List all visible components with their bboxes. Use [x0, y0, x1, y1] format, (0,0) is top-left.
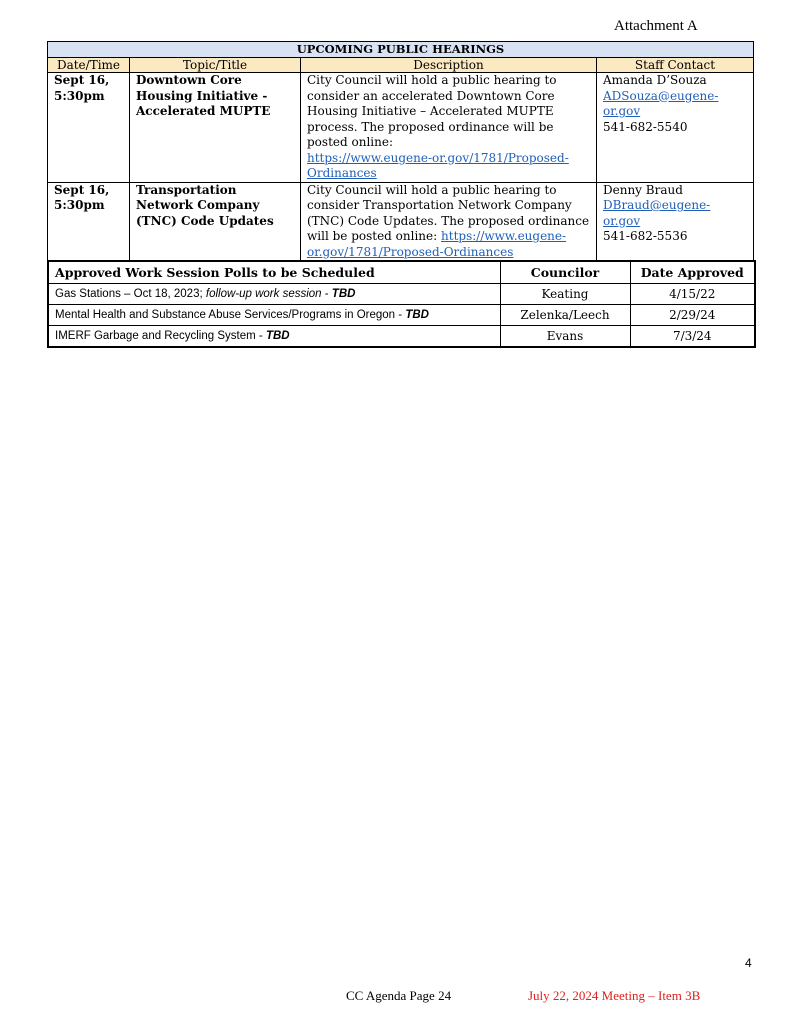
- poll-councilor: Evans: [500, 326, 630, 348]
- attachment-label: Attachment A: [614, 18, 698, 34]
- hearing-date: Sept 16, 5:30pm: [48, 182, 130, 261]
- staff-contact: [597, 182, 754, 261]
- table-row: [48, 305, 755, 326]
- hearing-description: City Council will hold a public hearing to consider Transportation Network Company (TNC) Code Updates. The proposed ordinance will be posted online: https://www.eugene-or.gov/1781/Proposed-Ordinances: [301, 182, 597, 261]
- poll-date: 2/29/24: [630, 305, 755, 326]
- contact-email-link[interactable]: DBraud@eugene-or.gov: [603, 198, 711, 228]
- poll-item: Gas Stations – Oct 18, 2023; follow-up work session - TBD: [48, 284, 500, 305]
- poll-date: 7/3/24: [630, 326, 755, 348]
- polls-header-item: Approved Work Session Polls to be Scheduled: [48, 261, 500, 284]
- column-header-description: Description: [301, 58, 597, 73]
- proposed-ordinances-link[interactable]: https://www.eugene-or.gov/1781/Proposed-Ordinances: [307, 150, 569, 180]
- contact-email-link[interactable]: ADSouza@eugene-or.gov: [603, 88, 719, 118]
- poll-item: IMERF Garbage and Recycling System - TBD: [48, 326, 500, 348]
- column-header-contact: Staff Contact: [597, 58, 754, 73]
- staff-contact: [597, 73, 754, 183]
- poll-item: Mental Health and Substance Abuse Services/Programs in Oregon - TBD: [48, 305, 500, 326]
- footer-meeting-item: July 22, 2024 Meeting – Item 3B: [528, 988, 701, 1003]
- page-number: 4: [745, 956, 752, 970]
- table-row: [48, 326, 755, 348]
- column-header-topic: Topic/Title: [130, 58, 301, 73]
- table-row: [48, 73, 754, 183]
- polls-header-date: Date Approved: [630, 261, 755, 284]
- poll-date: 4/15/22: [630, 284, 755, 305]
- footer-agenda-page: CC Agenda Page 24: [346, 988, 452, 1003]
- work-session-polls-table: [47, 260, 756, 348]
- hearing-topic: Transportation Network Company (TNC) Code Updates: [130, 182, 301, 261]
- contact-name: Amanda D’Souza: [603, 73, 707, 87]
- public-hearings-table: [47, 41, 754, 261]
- contact-name: Denny Braud: [603, 182, 683, 197]
- hearings-table-title: UPCOMING PUBLIC HEARINGS: [48, 42, 754, 58]
- contact-phone: 541-682-5536: [603, 229, 688, 243]
- proposed-ordinances-link[interactable]: https://www.eugene-or.gov/1781/Proposed-Ordinances: [307, 229, 567, 259]
- hearing-description: City Council will hold a public hearing to consider an accelerated Downtown Core Housing Initiative – Accelerated MUPTE process. The proposed ordinance will be posted online: https://www.eugene-or.gov/1781/Proposed-Ordinances: [301, 73, 597, 183]
- contact-phone: 541-682-5540: [603, 119, 688, 134]
- poll-councilor: Keating: [500, 284, 630, 305]
- poll-councilor: Zelenka/Leech: [500, 305, 630, 326]
- hearing-date: Sept 16, 5:30pm: [48, 73, 130, 183]
- table-row: [48, 182, 754, 261]
- table-row: [48, 284, 755, 305]
- hearing-topic: Downtown Core Housing Initiative - Accelerated MUPTE: [130, 73, 301, 183]
- polls-header-councilor: Councilor: [500, 261, 630, 284]
- column-header-date: Date/Time: [48, 58, 130, 73]
